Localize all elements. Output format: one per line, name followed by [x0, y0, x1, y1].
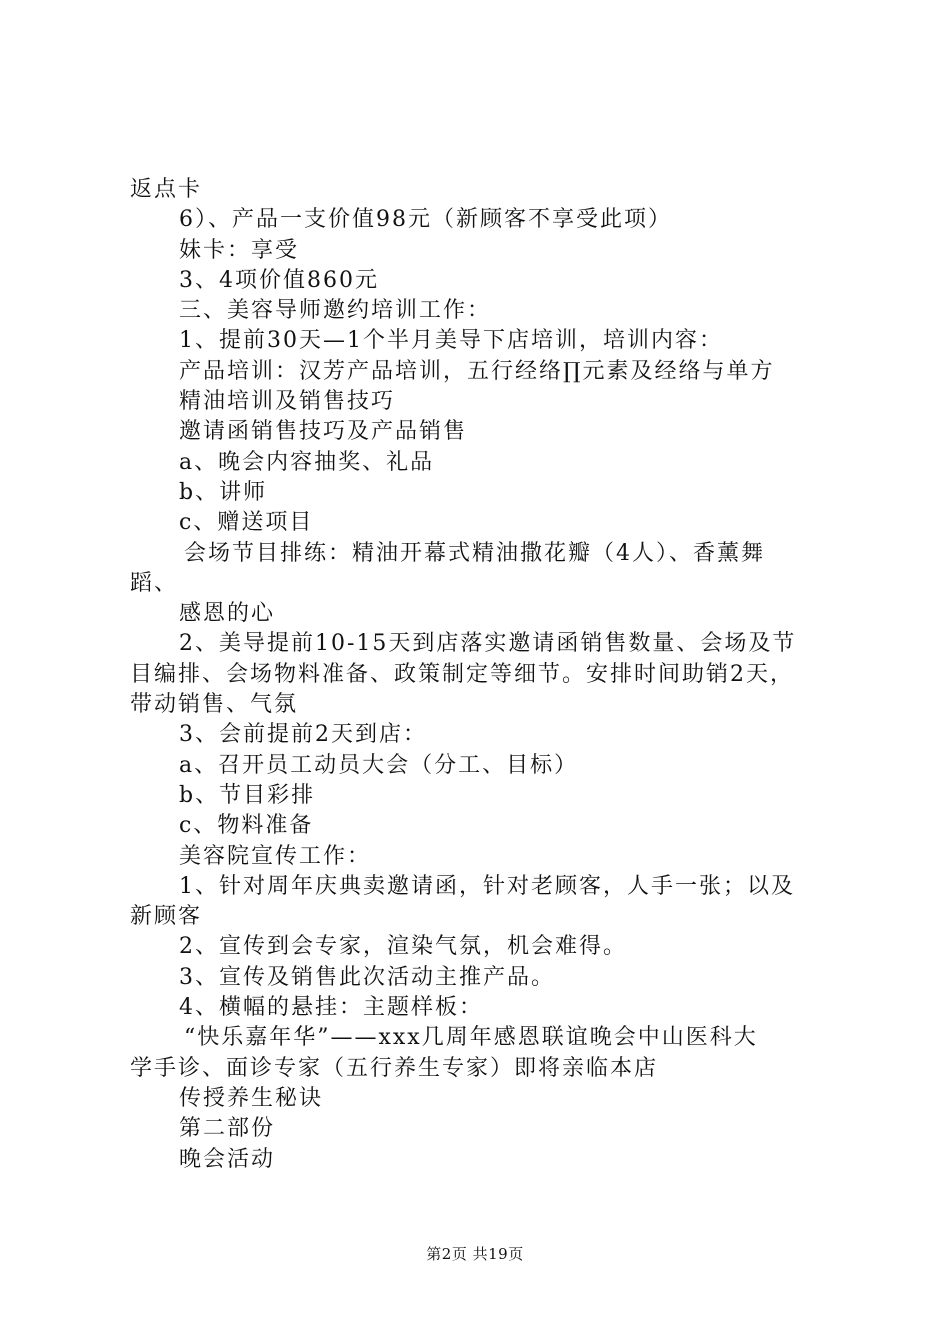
section-heading: 第二部份 — [179, 1116, 276, 1142]
section-heading: 美容院宣传工作： — [179, 843, 372, 869]
text-line: 2、宣传到会专家，渲染气氛，机会难得。 — [179, 934, 627, 960]
text-line: 新顾客 — [130, 904, 203, 930]
text-line: “快乐嘉年华”——xxx几周年感恩联谊晚会中山医科大 — [184, 1025, 758, 1051]
text-line: 感恩的心 — [179, 601, 276, 627]
list-item: c、赠送项目 — [179, 510, 314, 536]
text-line: 学手诊、面诊专家（五行养生专家）即将亲临本店 — [130, 1055, 659, 1081]
text-line: 3、4项价值860元 — [179, 267, 379, 293]
text-line: 4、横幅的悬挂：主题样板： — [179, 995, 483, 1021]
text-line: 1、针对周年庆典卖邀请函，针对老顾客，人手一张；以及 — [179, 873, 795, 899]
text-line: 返点卡 — [130, 177, 203, 202]
page-number-footer: 第2页 共19页 — [426, 1245, 524, 1263]
list-item: a、晚会内容抽奖、礼品 — [179, 449, 435, 475]
list-item: b、节目彩排 — [179, 782, 316, 808]
text-line: 3、会前提前2天到店： — [179, 722, 427, 748]
text-line: 晚会活动 — [179, 1146, 276, 1172]
text-line: 邀请函销售技巧及产品销售 — [179, 419, 468, 445]
list-item: b、讲师 — [179, 479, 268, 505]
text-line: 2、美导提前10-15天到店落实邀请函销售数量、会场及节 — [179, 631, 797, 657]
text-line: 目编排、会场物料准备、政策制定等细节。安排时间助销2天， — [130, 661, 794, 687]
text-line: 精油培训及销售技巧 — [179, 389, 396, 415]
list-item: c、物料准备 — [179, 813, 314, 839]
text-line: 1、提前30天—1个半月美导下店培训，培训内容： — [179, 328, 723, 354]
text-line: 6）、产品一支价值98元（新顾客不享受此项） — [179, 207, 672, 233]
text-line: 带动销售、气氛 — [130, 692, 299, 718]
text-line: 妹卡：享受 — [179, 237, 300, 263]
list-item: a、召开员工动员大会（分工、目标） — [179, 752, 579, 778]
text-line: 传授养生秘诀 — [179, 1085, 324, 1111]
section-heading: 三、美容导师邀约培训工作： — [179, 298, 492, 324]
text-line: 3、宣传及销售此次活动主推产品。 — [179, 964, 555, 990]
document-body — [130, 175, 840, 1175]
text-line: 蹈、 — [130, 570, 179, 596]
text-line: 会场节目排练：精油开幕式精油撒花瓣（4人）、香薰舞 — [184, 540, 765, 566]
text-line: 产品培训：汉芳产品培训，五行经络∏元素及经络与单方 — [179, 358, 775, 384]
